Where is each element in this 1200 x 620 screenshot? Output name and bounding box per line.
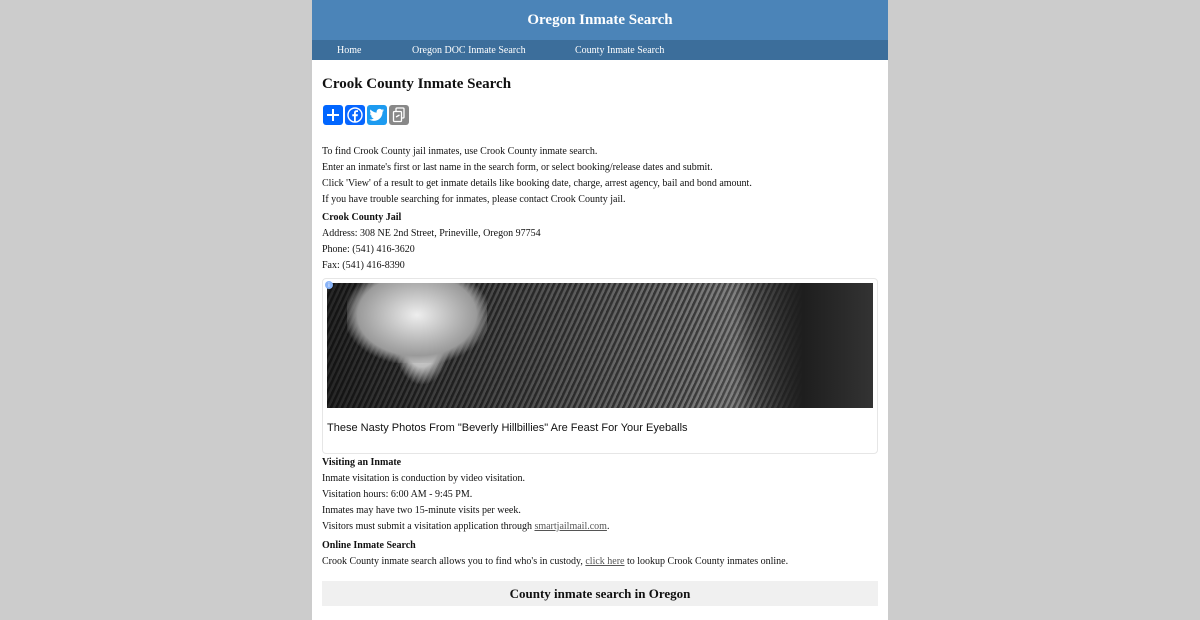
online-text-end: to lookup Crook County inmates online. xyxy=(624,556,789,567)
smartjailmail-link[interactable]: smartjailmail.com xyxy=(534,521,607,532)
share-twitter-button[interactable] xyxy=(367,105,387,125)
ad-image-detail xyxy=(347,283,487,363)
visiting-line xyxy=(322,519,609,535)
share-plus-button[interactable] xyxy=(323,105,343,125)
copy-link-icon xyxy=(392,107,406,123)
share-buttons xyxy=(323,105,409,125)
intro-line: If you have trouble searching for inmates, please contact Crook County jail. xyxy=(322,194,626,205)
online-heading: Online Inmate Search xyxy=(322,540,416,551)
intro-line: To find Crook County jail inmates, use Crook County inmate search. xyxy=(322,146,598,157)
plus-icon xyxy=(326,108,340,122)
jail-phone: Phone: (541) 416-3620 xyxy=(322,244,415,255)
online-text xyxy=(322,554,788,570)
page-title: Crook County Inmate Search xyxy=(322,76,512,92)
site-header xyxy=(312,0,888,40)
ad-info-icon[interactable]: i xyxy=(325,281,333,289)
share-facebook-button[interactable] xyxy=(345,105,365,125)
intro-line: Click 'View' of a result to get inmate details like booking date, charge, arrest agency, bail and bond amount. xyxy=(322,178,752,189)
jail-name: Crook County Jail xyxy=(322,212,402,223)
intro-line: Enter an inmate's first or last name in the search form, or select booking/release dates and submit. xyxy=(322,162,713,173)
jail-info xyxy=(322,210,541,274)
visiting-line: Inmate visitation is conduction by video visitation. xyxy=(322,473,526,484)
page-container xyxy=(312,0,888,620)
nav-item-oregon-doc[interactable]: Oregon DOC Inmate Search xyxy=(412,44,526,56)
share-copy-link-button[interactable] xyxy=(389,105,409,125)
visiting-text: Visitors must submit a visitation application through xyxy=(322,521,535,532)
ad-caption[interactable]: These Nasty Photos From "Beverly Hillbillies" Are Feast For Your Eyeballs xyxy=(327,422,688,434)
facebook-icon xyxy=(347,107,363,123)
nav-item-county[interactable]: County Inmate Search xyxy=(575,44,665,56)
site-title[interactable]: Oregon Inmate Search xyxy=(527,11,673,28)
county-search-bar xyxy=(322,581,878,606)
ad-image[interactable] xyxy=(327,283,873,408)
ad-image-shadow xyxy=(733,283,873,408)
advertisement[interactable] xyxy=(322,278,878,454)
visiting-heading: Visiting an Inmate xyxy=(322,457,402,468)
visiting-line: Inmates may have two 15-minute visits per week. xyxy=(322,505,521,516)
visiting-text-end: . xyxy=(606,521,610,532)
online-section xyxy=(322,538,788,570)
jail-address: Address: 308 NE 2nd Street, Prineville, Oregon 97754 xyxy=(322,228,541,239)
twitter-icon xyxy=(369,108,385,122)
nav-bar xyxy=(312,40,888,60)
visiting-section xyxy=(322,455,609,535)
county-search-title: County inmate search in Oregon xyxy=(509,585,691,601)
visiting-line: Visitation hours: 6:00 AM - 9:45 PM. xyxy=(322,489,473,500)
nav-item-home[interactable]: Home xyxy=(337,44,362,56)
click-here-link[interactable]: click here xyxy=(585,556,625,567)
intro-text xyxy=(322,144,752,208)
online-text-start: Crook County inmate search allows you to find who's in custody, xyxy=(322,556,586,567)
jail-fax: Fax: (541) 416-8390 xyxy=(322,260,405,271)
